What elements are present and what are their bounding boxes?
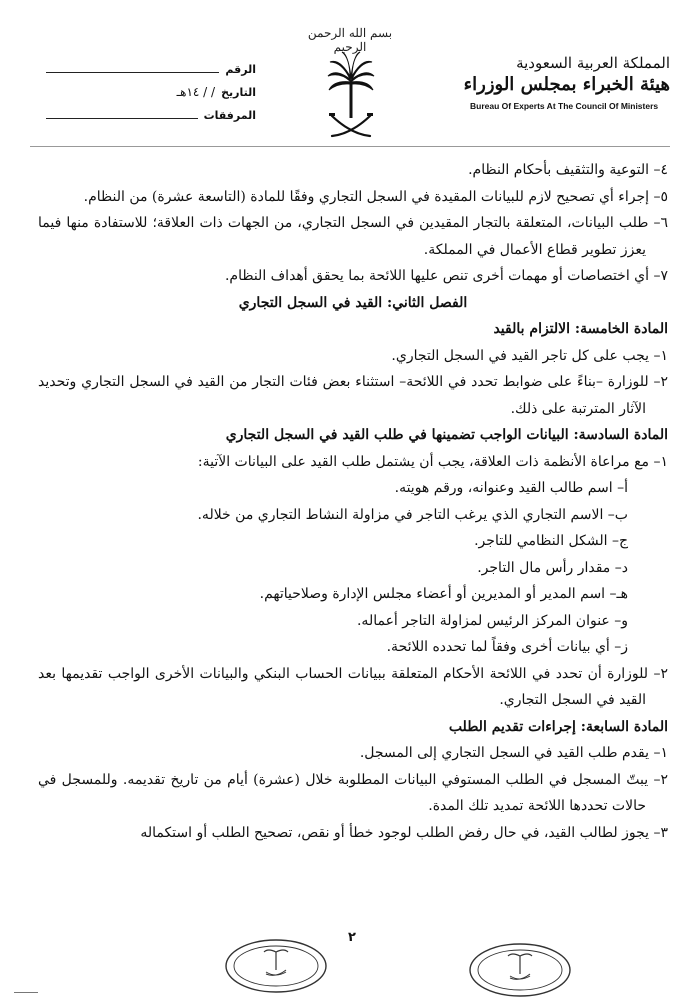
- article-7-item-3: ٣– يجوز لطالب القيد، في حال رفض الطلب لوجود خطأ أو نقص، تصحيح الطلب أو استكماله: [140, 824, 668, 841]
- organization-block: [463, 54, 670, 111]
- date-line: [46, 85, 256, 108]
- paragraph-item-6: ٦– طلب البيانات، المتعلقة بالتجار المقيدين في السجل التجاري، من الجهات ذات العلاقة؛ للاستفادة منها فيما يعزز تطوير قطاع الأعمال في المملكة.: [38, 215, 668, 258]
- header-divider: [30, 146, 670, 147]
- paragraph-item-5: ٥– إجراء أي تصحيح لازم للبيانات المقيدة في السجل التجاري وفقًا للمادة (التاسعة عشرة) من النظام.: [83, 188, 668, 205]
- official-stamp-icon: [468, 942, 572, 998]
- article-6-subitem-d: د– مقدار رأس مال التاجر.: [477, 559, 628, 576]
- document-body: [38, 157, 668, 846]
- attachments-line: [46, 108, 256, 131]
- basmala-text: بسم الله الرحمن الرحيم: [307, 26, 393, 54]
- date-value: / / ١٤هـ: [176, 85, 216, 99]
- page-number: ٢: [348, 930, 356, 945]
- article-6-item-2: ٢– للوزارة أن تحدد في اللائحة الأحكام المتعلقة ببيانات الحساب البنكي والبيانات الأخرى الواجب تقديمها بعد القيد في السجل التجاري.: [38, 665, 668, 708]
- article-7-heading: المادة السابعة: إجراءات تقديم الطلب: [448, 718, 668, 735]
- article-6-subitem-g: ز– أي بيانات أخرى وفقاً لما تحدده اللائحة.: [386, 639, 628, 655]
- paragraph-item-7: ٧– أي اختصاصات أو مهمات أخرى تنص عليها اللائحة بما يحقق أهداف النظام.: [224, 268, 668, 284]
- article-6-subitem-e: هـ– اسم المدير أو المديرين أو أعضاء مجلس الإدارة وصلاحياتهم.: [259, 586, 628, 602]
- chapter-heading: الفصل الثاني: القيد في السجل التجاري: [238, 294, 468, 311]
- date-label: التاريخ: [221, 86, 256, 99]
- bottom-mark: [14, 992, 38, 993]
- article-7-item-1: ١– يقدم طلب القيد في السجل التجاري إلى المسجل.: [359, 745, 668, 761]
- article-6-item-1: ١– مع مراعاة الأنظمة ذات العلاقة، يجب أن يشتمل طلب القيد على البيانات الآتية:: [197, 453, 668, 470]
- ref-number-label: الرقم: [225, 63, 256, 76]
- reference-block: [46, 62, 256, 131]
- attachments-label: المرفقات: [203, 109, 256, 122]
- article-6-subitem-b: ب– الاسم التجاري الذي يرغب التاجر في مزاولة النشاط التجاري من خلاله.: [197, 506, 628, 523]
- article-7-item-2: ٢– يبتّ المسجل في الطلب المستوفي البيانات المطلوبة خلال (عشرة) أيام من تاريخ تقديمه. وللمسجل في حالات تحددها اللائحة تمديد تلك المدة.: [38, 771, 668, 814]
- article-5-item-1: ١– يجب على كل تاجر القيد في السجل التجاري.: [391, 347, 668, 364]
- ref-number-line: [46, 62, 256, 85]
- org-bureau-name-en: Bureau Of Experts At The Council Of Ministers: [470, 101, 659, 111]
- org-bureau-name-ar: هيئة الخبراء بمجلس الوزراء: [463, 74, 670, 95]
- official-stamp-icon: [224, 938, 328, 994]
- article-5-item-2: ٢– للوزارة –بناءً على ضوابط تحدد في اللائحة– استثناء بعض فئات التجار من القيد في السجل التجاري وتحديد الآثار المترتبة على ذلك.: [38, 374, 668, 417]
- attachments-field: [46, 108, 198, 119]
- article-6-heading: المادة السادسة: البيانات الواجب تضمينها في طلب القيد في السجل التجاري: [225, 427, 668, 443]
- saudi-emblem-icon: [326, 50, 376, 142]
- article-5-heading: المادة الخامسة: الالتزام بالقيد: [493, 321, 668, 337]
- article-6-subitem-a: أ– اسم طالب القيد وعنوانه، ورقم هويته.: [394, 480, 628, 496]
- article-6-subitem-f: و– عنوان المركز الرئيس لمزاولة التاجر أعماله.: [356, 612, 628, 629]
- ref-number-field: [46, 62, 219, 73]
- org-kingdom-name: المملكة العربية السعودية: [516, 54, 670, 72]
- article-6-subitem-c: ج– الشكل النظامي للتاجر.: [474, 533, 628, 549]
- paragraph-item-4: ٤– التوعية والتثقيف بأحكام النظام.: [468, 162, 668, 178]
